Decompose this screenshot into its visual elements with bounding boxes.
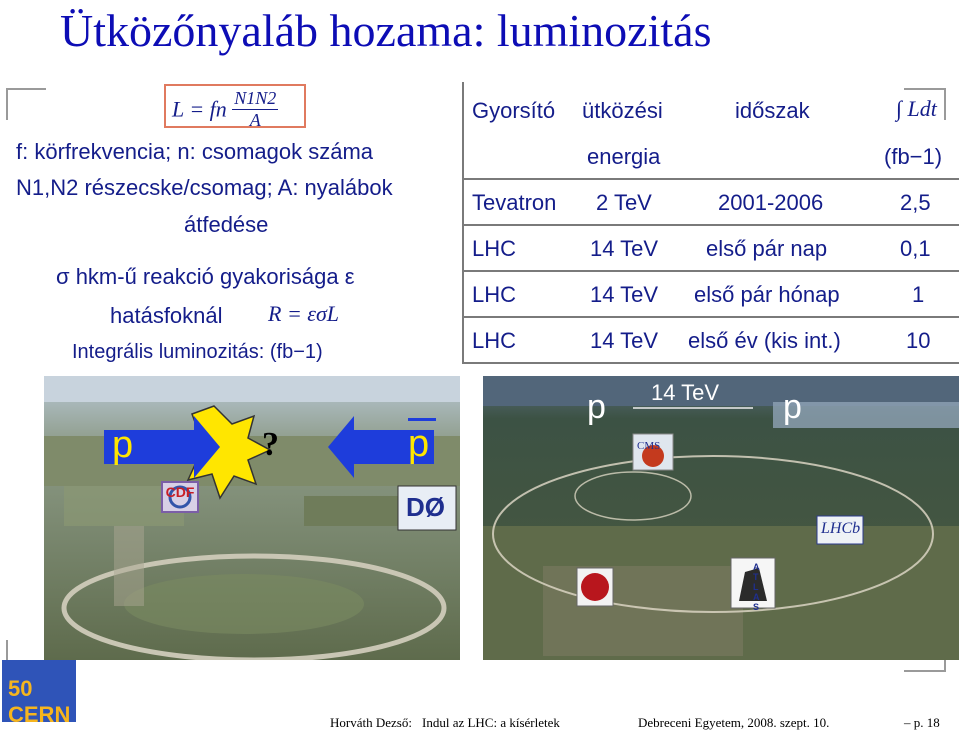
table-cell: 0,1	[900, 236, 931, 261]
text-overlap: átfedése	[184, 212, 269, 237]
table-cell: 1	[912, 282, 925, 307]
table-cell: 14 TeV	[590, 282, 659, 307]
table-cell: első pár nap	[706, 236, 828, 261]
table-cell: LHC	[472, 236, 517, 261]
table-header: ∫ Ldt	[896, 96, 937, 121]
table-rule	[462, 316, 959, 318]
lhc-aerial-image	[483, 376, 959, 660]
formula-fraction	[232, 88, 278, 131]
footer-author: Horváth Dezső:	[330, 715, 412, 730]
text-integral-luminosity: Integrális luminozitás: (fb−1)	[72, 341, 323, 363]
table-cell: 2001-2006	[718, 190, 824, 215]
cern-50-logo	[2, 660, 76, 727]
lhc-photo	[483, 376, 959, 660]
table-subheader: energia	[587, 144, 661, 169]
table-subheader: (fb−1)	[884, 144, 943, 169]
text-frequency: f: körfrekvencia; n: csomagok száma	[16, 139, 374, 164]
footer-talk-title: Indul az LHC: a kísérletek	[422, 715, 560, 730]
table-cell: 2 TeV	[596, 190, 652, 215]
text-reaction-rate: σ hkm-ű reakció gyakorisága ε	[56, 264, 355, 289]
cern-logo-text: 50 CERN	[8, 676, 71, 727]
lhc-proton-right: p	[783, 388, 802, 426]
table-rule	[462, 362, 959, 364]
atlas-logo-text: ATLAS	[753, 562, 760, 612]
table-divider	[462, 82, 464, 364]
rate-formula: R = εσL	[268, 301, 340, 326]
lhc-energy-label: 14 TeV	[651, 380, 720, 405]
table-cell: 10	[906, 328, 931, 353]
table-cell: LHC	[472, 282, 517, 307]
table-header: ütközési	[582, 98, 663, 123]
corner-bracket	[6, 88, 46, 120]
footer-page-number: – p. 18	[904, 715, 940, 730]
table-cell: első év (kis int.)	[688, 328, 841, 353]
antiproton-bar	[408, 418, 436, 421]
d0-logo-text: DØ	[406, 492, 445, 522]
table-rule	[462, 178, 959, 180]
table-header: Gyorsító	[472, 98, 556, 123]
tevatron-photo	[44, 376, 460, 660]
cdf-logo-text: CDF	[165, 484, 195, 500]
luminosity-formula	[172, 88, 278, 131]
formula-lhs: L = fn	[172, 96, 227, 122]
table-rule	[462, 270, 959, 272]
text-efficiency: hatásfoknál	[110, 303, 223, 328]
antiproton-label	[408, 418, 436, 466]
table-header: időszak	[735, 98, 810, 123]
table-cell: első pár hónap	[694, 282, 840, 307]
proton-label: p	[112, 424, 134, 466]
slide-title: Ütközőnyaláb hozama: luminozitás	[60, 5, 712, 56]
formula-numerator: N1N2	[234, 88, 277, 108]
formula-denominator: A	[249, 110, 261, 130]
table-cell: Tevatron	[472, 190, 557, 215]
cms-logo-text: CMS	[637, 440, 661, 452]
table-cell: 14 TeV	[590, 236, 659, 261]
collision-question: ?	[262, 426, 279, 463]
footer-venue: Debreceni Egyetem, 2008. szept. 10.	[638, 715, 830, 730]
table-cell: 14 TeV	[590, 328, 659, 353]
text-particles: N1,N2 részecske/csomag; A: nyalábok	[16, 175, 393, 200]
lhcb-logo-text: LHCb	[821, 520, 861, 537]
table-cell: 2,5	[900, 190, 931, 215]
lhc-proton-left: p	[587, 388, 606, 426]
table-rule	[462, 224, 959, 226]
tevatron-aerial-image	[44, 376, 460, 660]
antiproton-text: p	[408, 423, 430, 465]
table-cell: LHC	[472, 328, 517, 353]
